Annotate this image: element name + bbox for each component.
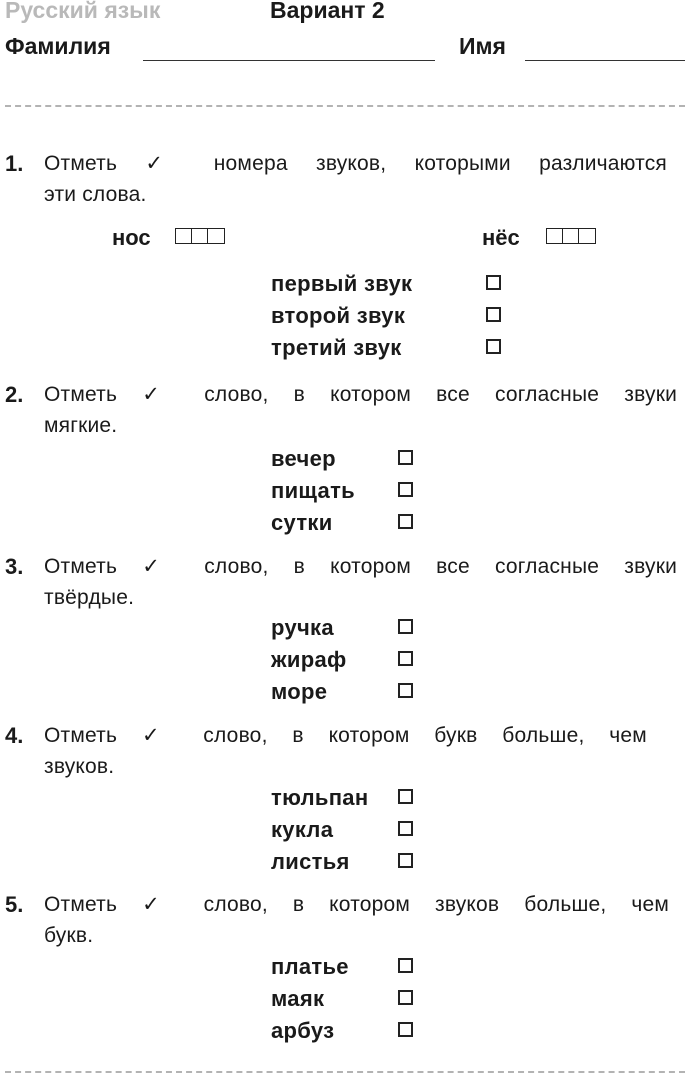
dashed-divider-top	[5, 105, 685, 107]
question-text-cont: мягкие.	[44, 414, 118, 437]
question-text: Отметь ✓ слово, в котором звуков больше, чем	[44, 893, 670, 916]
sound-boxes-nyos[interactable]	[546, 228, 595, 244]
question-number: 5.	[5, 892, 24, 917]
option-label: ручка	[271, 615, 334, 640]
option-checkbox[interactable]	[398, 651, 413, 666]
check-mark-icon: ✓	[141, 724, 179, 747]
option-label: вечер	[271, 446, 336, 471]
question-number: 2.	[5, 382, 24, 407]
option-label: сутки	[271, 510, 333, 535]
option-checkbox[interactable]	[398, 958, 413, 973]
option-label: жираф	[271, 647, 347, 672]
word-nyos: нёс	[482, 225, 520, 250]
surname-field[interactable]	[143, 60, 435, 61]
question-text-cont: звуков.	[44, 755, 115, 778]
question-number: 4.	[5, 723, 24, 748]
name-field[interactable]	[525, 60, 685, 61]
option-label: первый звук	[271, 271, 413, 296]
variant-label: Вариант 2	[270, 0, 385, 23]
option-checkbox[interactable]	[486, 275, 501, 290]
subject-label: Русский язык	[5, 0, 161, 23]
option-checkbox[interactable]	[398, 821, 413, 836]
option-label: второй звук	[271, 303, 406, 328]
option-checkbox[interactable]	[398, 853, 413, 868]
check-mark-icon: ✓	[142, 893, 179, 916]
question-text: Отметь ✓ номера звуков, которыми различаются	[44, 152, 667, 175]
question-text-cont: эти слова.	[44, 183, 147, 206]
question-number: 1.	[5, 151, 24, 176]
option-label: маяк	[271, 986, 325, 1011]
name-label: Имя	[459, 33, 506, 59]
check-mark-icon: ✓	[145, 152, 186, 175]
option-label: пищать	[271, 478, 355, 503]
option-checkbox[interactable]	[398, 514, 413, 529]
option-checkbox[interactable]	[398, 990, 413, 1005]
option-label: кукла	[271, 817, 334, 842]
option-checkbox[interactable]	[398, 619, 413, 634]
option-checkbox[interactable]	[398, 1022, 413, 1037]
sound-boxes-nos[interactable]	[175, 228, 224, 244]
question-number: 3.	[5, 554, 24, 579]
option-label: тюльпан	[271, 785, 369, 810]
question-text: Отметь ✓ слово, в котором букв больше, чем	[44, 724, 647, 747]
question-text: Отметь ✓ слово, в котором все согласные звуки	[44, 383, 678, 406]
question-text-cont: твёрдые.	[44, 586, 135, 609]
option-label: третий звук	[271, 335, 402, 360]
option-checkbox[interactable]	[398, 789, 413, 804]
option-checkbox[interactable]	[398, 482, 413, 497]
option-checkbox[interactable]	[398, 683, 413, 698]
option-label: платье	[271, 954, 349, 979]
option-checkbox[interactable]	[486, 307, 501, 322]
option-checkbox[interactable]	[486, 339, 501, 354]
option-checkbox[interactable]	[398, 450, 413, 465]
check-mark-icon: ✓	[142, 555, 180, 578]
option-label: море	[271, 679, 328, 704]
question-text: Отметь ✓ слово, в котором все согласные звуки	[44, 555, 678, 578]
dashed-divider-bottom	[5, 1071, 685, 1073]
option-label: арбуз	[271, 1018, 335, 1043]
option-label: листья	[271, 849, 350, 874]
question-text-cont: букв.	[44, 924, 94, 947]
check-mark-icon: ✓	[142, 383, 180, 406]
surname-label: Фамилия	[5, 33, 111, 59]
word-nos: нос	[112, 225, 151, 250]
